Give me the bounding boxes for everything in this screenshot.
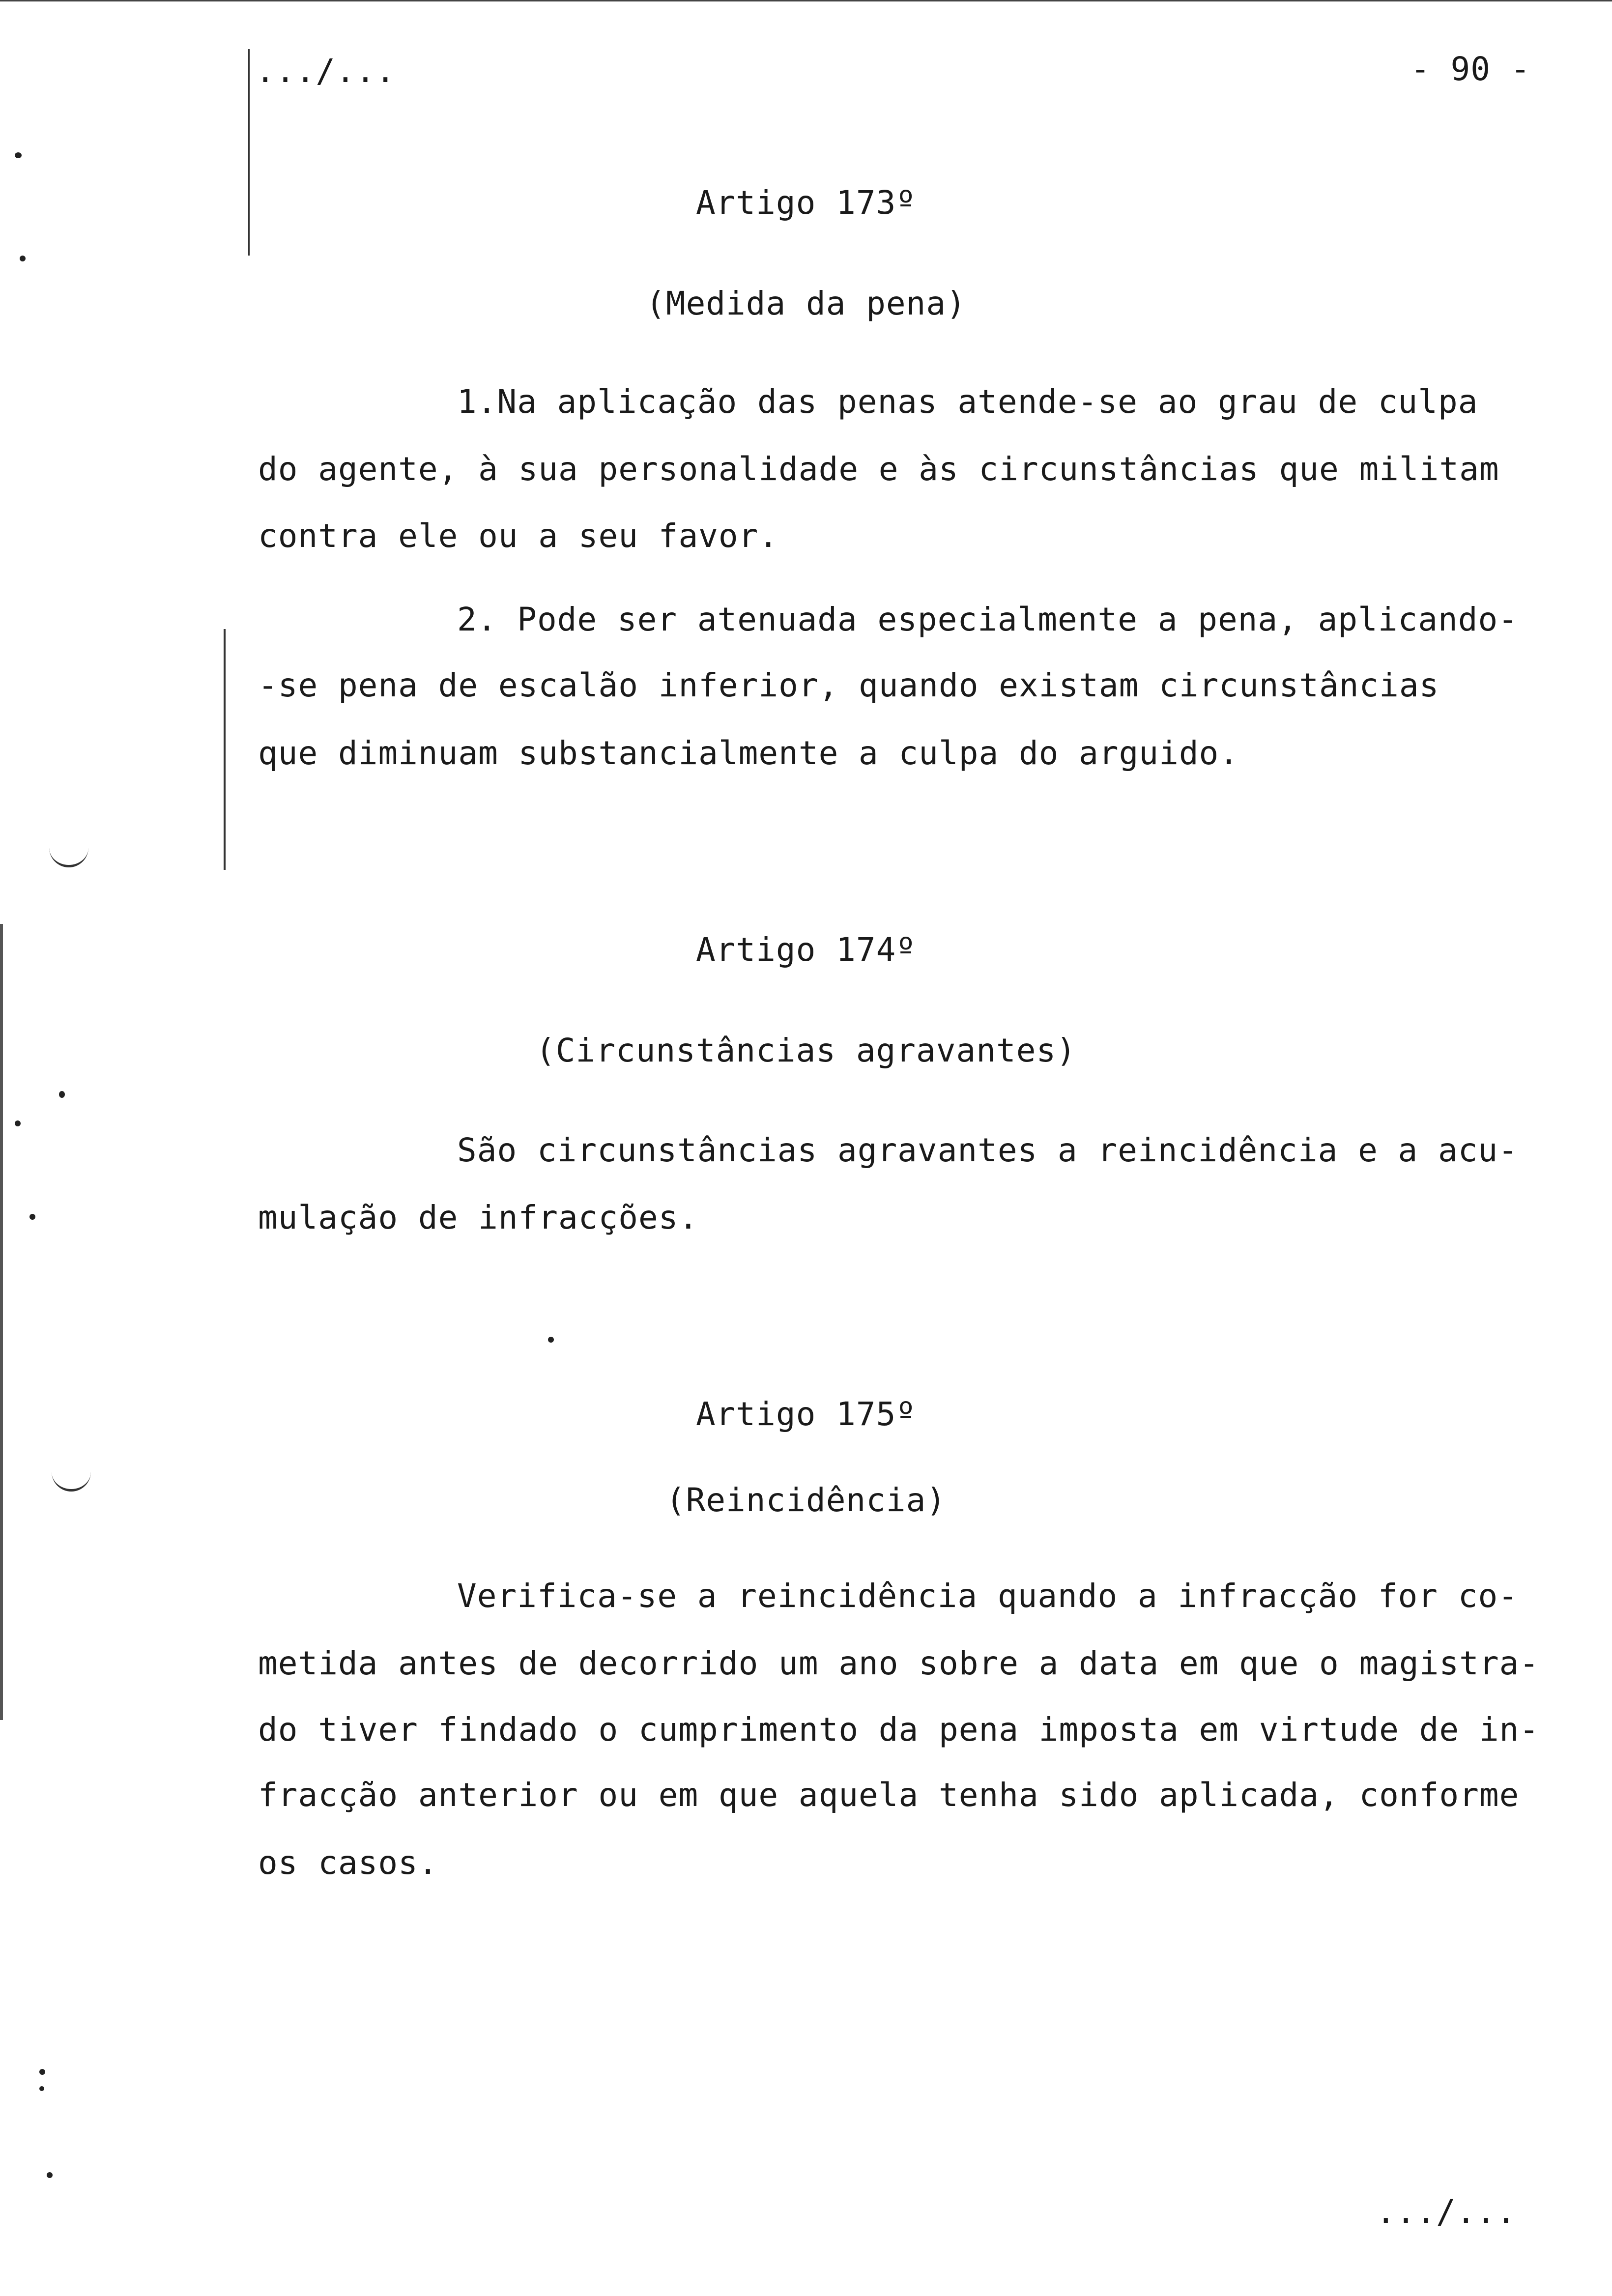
article-173-line: -se pena de escalão inferior, quando existam circunstâncias bbox=[258, 666, 1439, 704]
scan-speck bbox=[39, 2069, 45, 2075]
scan-speck bbox=[47, 2172, 53, 2178]
scan-speck bbox=[548, 1337, 554, 1343]
article-175-line: Verifica-se a reincidência quando a infracção for co- bbox=[457, 1577, 1518, 1615]
article-175-number: Artigo 175º bbox=[695, 1395, 917, 1433]
article-174-line: mulação de infracções. bbox=[258, 1199, 699, 1236]
article-173-line: 1.Na aplicação das penas atende-se ao grau de culpa bbox=[457, 383, 1478, 421]
continuation-mark-bottom: .../... bbox=[1376, 2193, 1517, 2231]
margin-line-top bbox=[248, 49, 250, 256]
article-173-heading: (Medida da pena) bbox=[646, 285, 966, 322]
article-174-heading: (Circunstâncias agravantes) bbox=[536, 1032, 1076, 1069]
article-175-heading: (Reincidência) bbox=[665, 1481, 947, 1519]
scan-speck bbox=[29, 1214, 35, 1220]
article-175-line: fracção anterior ou em que aquela tenha sido aplicada, conforme bbox=[258, 1776, 1520, 1814]
scan-top-edge bbox=[0, 0, 1612, 1]
scan-arc-mark bbox=[49, 845, 88, 867]
margin-line-middle bbox=[224, 629, 226, 870]
scan-speck bbox=[15, 1120, 21, 1126]
article-173-line: contra ele ou a seu favor. bbox=[258, 517, 779, 555]
article-175-line: os casos. bbox=[258, 1844, 438, 1882]
article-173-line: que diminuam substancialmente a culpa do arguido. bbox=[258, 734, 1239, 772]
scan-speck bbox=[59, 1091, 65, 1098]
scan-speck bbox=[20, 256, 26, 261]
article-175-line: metida antes de decorrido um ano sobre a data em que o magistra- bbox=[258, 1644, 1540, 1682]
page-number: - 90 - bbox=[1410, 50, 1531, 88]
article-174-line: São circunstâncias agravantes a reincidência e a acu- bbox=[457, 1131, 1518, 1169]
article-173-number: Artigo 173º bbox=[695, 184, 917, 222]
article-174-number: Artigo 174º bbox=[695, 931, 917, 969]
continuation-mark-top: .../... bbox=[256, 52, 396, 90]
article-175-line: do tiver findado o cumprimento da pena imposta em virtude de in- bbox=[258, 1711, 1540, 1749]
article-173-line: do agente, à sua personalidade e às circunstâncias que militam bbox=[258, 450, 1499, 488]
article-173-line: 2. Pode ser atenuada especialmente a pena, aplicando- bbox=[457, 601, 1518, 638]
scan-speck bbox=[39, 2086, 44, 2091]
scan-speck bbox=[15, 152, 22, 158]
